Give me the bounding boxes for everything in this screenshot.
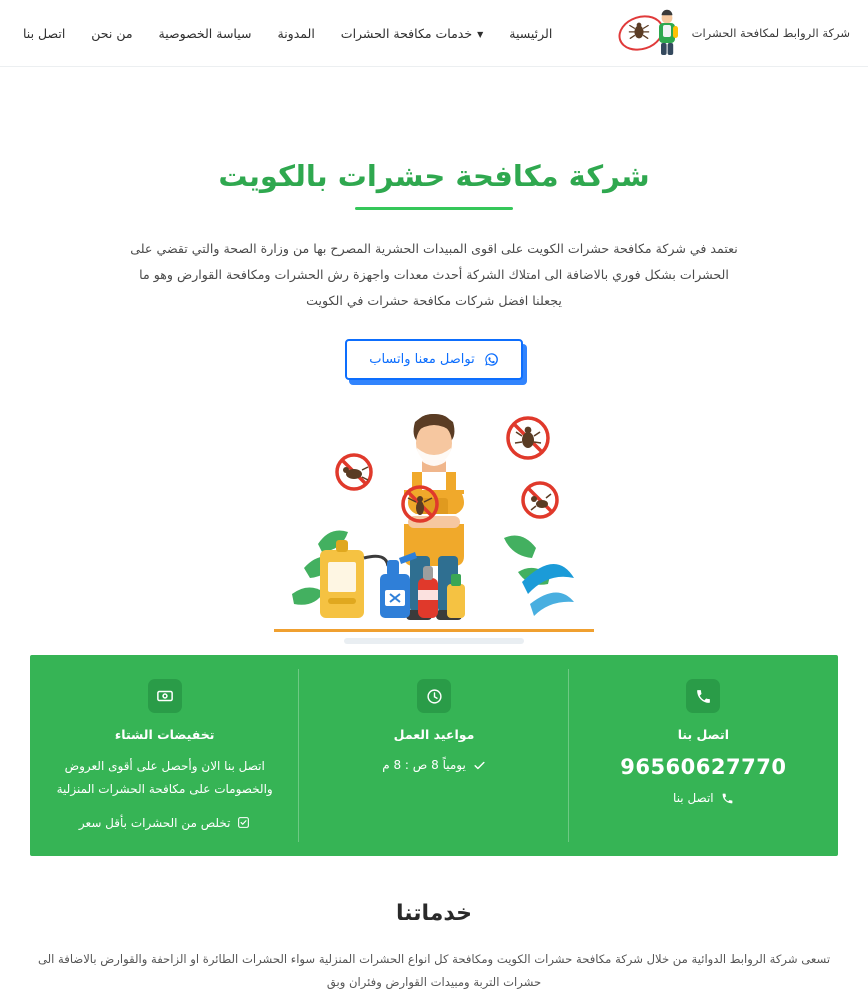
phone-icon bbox=[686, 679, 720, 713]
nav-about-label: من نحن bbox=[91, 25, 133, 41]
nav-privacy[interactable] bbox=[146, 18, 265, 49]
nav-blog[interactable] bbox=[265, 18, 328, 49]
nav-contact[interactable] bbox=[10, 18, 78, 49]
feature-working-hours[interactable] bbox=[299, 655, 568, 855]
contact-sub-label: اتصل بنا bbox=[673, 791, 714, 806]
ground-shadow bbox=[344, 638, 524, 644]
no-ant-sign-icon bbox=[523, 483, 557, 517]
bug-icon bbox=[628, 20, 650, 42]
no-cockroach-sign-icon bbox=[337, 455, 371, 489]
whatsapp-cta-button[interactable] bbox=[345, 339, 523, 380]
contact-sub[interactable] bbox=[585, 791, 822, 805]
main-navigation[interactable] bbox=[10, 18, 565, 49]
phone-handset-icon bbox=[721, 792, 734, 805]
hero-section bbox=[0, 67, 868, 638]
contact-phone-number[interactable]: 96560627770 bbox=[620, 755, 787, 780]
nav-services-label: خدمات مكافحة الحشرات bbox=[340, 25, 473, 41]
title-underline bbox=[355, 207, 513, 210]
working-hours-label: يومياً 8 ص : 8 م bbox=[382, 758, 466, 773]
hero-cta-wrap bbox=[0, 339, 868, 380]
brand-name: شركة الروابط لمكافحة الحشرات bbox=[691, 26, 850, 40]
feature-title: تخفيضات الشتاء bbox=[114, 727, 215, 743]
services-title: خدماتنا bbox=[396, 900, 472, 926]
hero-paragraph: نعتمد في شركة مكافحة حشرات الكويت على اقوى المبيدات الحشرية المصرح بها من وزارة الصحة والتي تقضي على الحشرات بشكل فوري بالاضافة الى امتلاك الشركة أحدث معدات واجهزة رش الحشرات ومكافحة القوارض وهو ما يجعلنا افضل شركات مكافحة حشرات في الكويت bbox=[130, 241, 738, 308]
badge-check-icon bbox=[237, 816, 250, 829]
nav-home[interactable] bbox=[496, 18, 565, 49]
nav-privacy-label: سياسة الخصوصية bbox=[158, 25, 252, 41]
feature-title: اتصل بنا bbox=[677, 727, 729, 743]
check-icon bbox=[473, 759, 486, 772]
discount-text: اتصل بنا الان وأحصل على أقوى العروض والخصومات على مكافحة الحشرات المنزلية bbox=[56, 759, 273, 796]
page-title: شركة مكافحة حشرات بالكويت bbox=[218, 159, 650, 193]
clock-icon bbox=[417, 679, 451, 713]
phone-glyph bbox=[695, 688, 712, 705]
whatsapp-icon bbox=[484, 352, 499, 367]
no-bedbug-sign-icon bbox=[508, 418, 548, 458]
nav-services[interactable] bbox=[328, 18, 496, 49]
feature-winter-discounts[interactable] bbox=[30, 655, 299, 855]
site-header bbox=[0, 0, 868, 67]
nav-home-label: الرئيسية bbox=[509, 25, 553, 41]
pest-control-logo-icon[interactable] bbox=[616, 7, 682, 59]
brand[interactable] bbox=[616, 7, 850, 59]
money-icon bbox=[148, 679, 182, 713]
feature-title: مواعيد العمل bbox=[393, 727, 475, 743]
services-section bbox=[0, 856, 868, 994]
whatsapp-cta-label: تواصل معنا واتساب bbox=[369, 352, 475, 368]
pest-control-worker-illustration bbox=[284, 398, 584, 638]
discount-sub bbox=[46, 816, 283, 830]
illustration-svg bbox=[284, 398, 584, 638]
services-paragraph: تسعى شركة الروابط الدوائية من خلال شركة مكافحة حشرات الكويت ومكافحة كل انواع الحشرات المنزلية سواء الحشرات الطائرة او الزاحفة والقوارض بالاضافة الى حشرات التربة ومبيدات القوارض وفئران وبق bbox=[37, 951, 831, 989]
money-glyph bbox=[156, 687, 174, 705]
feature-contact-us[interactable] bbox=[569, 655, 838, 855]
chevron-down-icon: ▼ bbox=[477, 29, 484, 39]
features-bar bbox=[30, 655, 838, 855]
nav-about[interactable] bbox=[78, 18, 145, 49]
clock-glyph bbox=[426, 688, 443, 705]
worker-logo-icon bbox=[652, 10, 682, 56]
nav-contact-label: اتصل بنا bbox=[23, 25, 66, 41]
working-hours-line bbox=[315, 755, 552, 776]
ground-line bbox=[274, 629, 594, 632]
discount-sub-label: تخلص من الحشرات بأقل سعر bbox=[78, 815, 231, 830]
nav-blog-label: المدونة bbox=[277, 25, 315, 41]
sprayer-tank-icon bbox=[320, 540, 388, 618]
